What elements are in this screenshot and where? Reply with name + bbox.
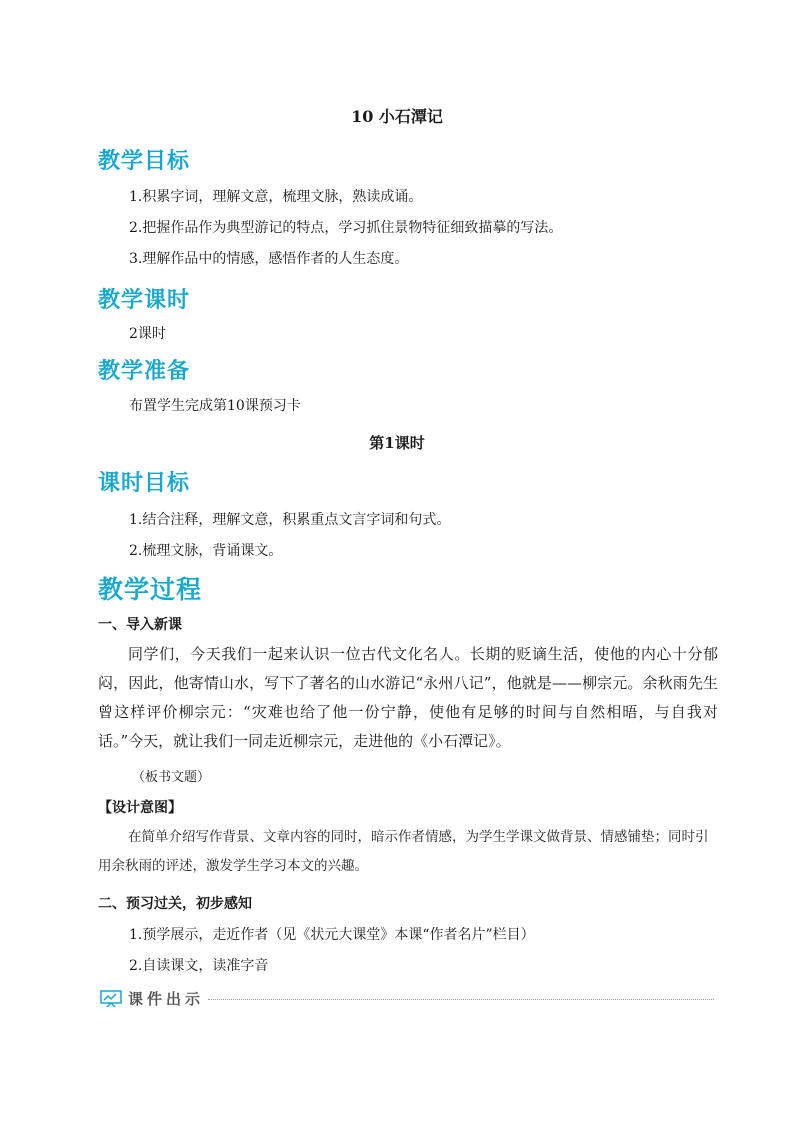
- design-intent-paragraph: 在简单介绍写作背景、文章内容的同时，暗示作者情感，为学生学课文做背景、情感铺垫；同时引用余秋雨的评述，激发学生学习本文的兴趣。: [98, 829, 709, 874]
- courseware-label: 课件出示: [128, 990, 205, 1008]
- part1-heading: 一、导入新课: [98, 617, 182, 633]
- courseware-banner: [98, 986, 714, 1012]
- section-heading-goals: 教学目标: [98, 149, 191, 174]
- part2-item-1: 1.预学展示，走近作者（见《状元大课堂》本课“作者名片”栏目）: [129, 927, 535, 943]
- design-intent-heading: 【设计意图】: [98, 800, 182, 816]
- intro-paragraph: 同学们，今天我们一起来认识一位古代文化名人。长期的贬谪生活，使他的内心十分郁闷，因此，他寄情山水，写下了著名的山水游记“永州八记”，他就是——柳宗元。余秋雨先生曾这样评价柳宗元：“灾难也给了他一份宁静，使他有足够的时间与自然相晤，与自我对话。”今天，就让我们一同走近柳宗元，走进他的《小石潭记》。: [98, 645, 718, 750]
- section-heading-hours: 教学课时: [98, 288, 191, 313]
- lesson-title: 10 小石潭记: [351, 107, 443, 126]
- section-heading-prep: 教学准备: [98, 359, 191, 384]
- lesson-1-title: 第1课时: [369, 434, 425, 452]
- part2-item-2: 2.自读课文，读准字音: [129, 958, 269, 974]
- section-heading-process: 教学过程: [98, 575, 203, 604]
- part2-heading: 二、预习过关，初步感知: [98, 896, 252, 912]
- goal-item-1: 1.积累字词，理解文意，梳理文脉，熟读成诵。: [129, 189, 423, 205]
- lesson-goal-item-2: 2.梳理文脉，背诵课文。: [129, 543, 283, 559]
- section-heading-lesson-goals: 课时目标: [98, 471, 191, 496]
- board-note: （板书文题）: [132, 770, 211, 785]
- goal-item-2: 2.把握作品作为典型游记的特点，学习抓住景物特征细致描摹的写法。: [129, 220, 563, 236]
- dotted-divider: [208, 999, 714, 1000]
- hours-text: 2课时: [129, 326, 166, 342]
- prep-text: 布置学生完成第10课预习卡: [129, 398, 301, 414]
- goal-item-3: 3.理解作品中的情感，感悟作者的人生态度。: [129, 251, 409, 267]
- lesson-goal-item-1: 1.结合注释，理解文意，积累重点文言字词和句式。: [129, 512, 451, 528]
- presentation-icon: [100, 990, 122, 1012]
